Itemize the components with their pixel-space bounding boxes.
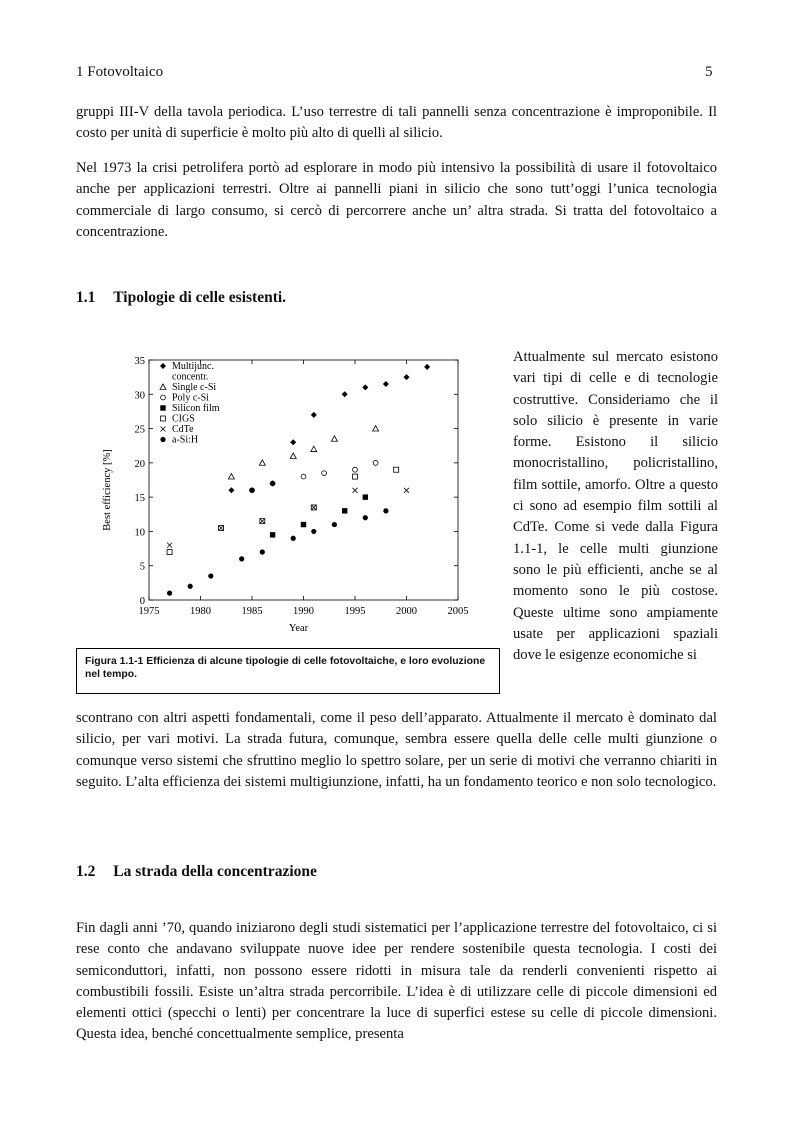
data-point	[311, 529, 316, 534]
legend-label: a-Si:H	[172, 434, 199, 446]
paragraph-4: Fin dagli anni ’70, quando iniziarono degli studi sistematici per l’applicazione terrestre del fotovoltaico, ci si rese conto che andavano sviluppate nuove idee per rendere sostenibile questa tecnologia. I costi dei semiconduttori, infatti, non possono essere ridotti in misura tale da renderli convenienti rispetto ai combustibili fossili. Esiste un’altra strada percorribile. L’idea è di utilizzare celle di piccole dimensioni ed elementi ottici (specchi o lenti) per concentrare la luce di superfici estese su celle di piccole dimensioni. Questa idea, benché concettualmente semplice, presenta	[76, 920, 717, 1043]
legend-marker	[161, 416, 166, 421]
y-axis-label: Best efficiency [%]	[102, 449, 113, 531]
data-point	[208, 573, 213, 578]
section-title: La strada della concentrazione	[113, 863, 317, 880]
section-heading-1-2	[76, 863, 317, 881]
y-tick-label: 30	[134, 390, 145, 402]
data-point	[301, 474, 306, 479]
data-point	[373, 426, 379, 431]
y-tick-label: 20	[134, 458, 145, 470]
data-point	[404, 488, 409, 493]
legend-label: Multijunc.	[172, 361, 214, 372]
data-point	[188, 584, 193, 589]
paragraph-3-continued: scontrano con altri aspetti fondamentali, come il peso dell’apparato. Attualmente il mercato è dominato dal silicio, per vari motivi. La strada futura, comunque, sembra essere quella delle celle multi giunzione o comunque verso sistemi che sfruttino meglio lo spettro solare, per un serie di motivi che verranno chiariti in seguito. L’alta efficienza dei sistemi multigiunzione, infatti, ha un fondamento teorico e non solo tecnologico.	[76, 710, 717, 790]
x-tick-label: 1975	[138, 606, 160, 617]
legend-marker	[160, 437, 165, 442]
section-title: Tipologie di celle esistenti.	[113, 289, 287, 306]
data-point	[362, 384, 368, 390]
section-number: 1.2	[76, 863, 96, 880]
section-number: 1.1	[76, 289, 96, 306]
data-point	[342, 391, 348, 397]
data-point	[342, 508, 347, 513]
data-point	[383, 508, 388, 513]
data-point	[353, 474, 358, 479]
data-point	[290, 453, 296, 458]
data-point	[167, 550, 172, 555]
x-axis-label: Year	[288, 623, 309, 634]
legend-label: CdTe	[172, 424, 194, 435]
x-tick-label: 1995	[344, 606, 366, 617]
data-point	[311, 505, 316, 510]
data-point	[219, 526, 224, 531]
data-point	[353, 488, 358, 493]
legend-marker	[160, 363, 166, 369]
running-header-chapter: 1 Fotovoltaico	[76, 64, 164, 80]
page-number: 5	[705, 64, 713, 80]
legend-label: Poly c-Si	[172, 392, 209, 404]
data-point	[363, 494, 368, 499]
data-point	[322, 471, 327, 476]
efficiency-chart	[76, 342, 500, 640]
data-point	[291, 536, 296, 541]
data-point	[260, 549, 265, 554]
data-point	[331, 436, 337, 441]
y-tick-label: 35	[134, 356, 145, 367]
data-point	[311, 446, 317, 451]
data-point	[394, 467, 399, 472]
y-tick-label: 15	[134, 493, 145, 505]
data-point	[383, 381, 389, 387]
x-tick-label: 1990	[293, 606, 314, 617]
paragraph-1: gruppi III-V della tavola periodica. L’uso terrestre di tali pannelli senza concentrazione è improponibile. Il costo per unità di superficie è molto più alto di quelli al silicio.	[76, 104, 717, 142]
data-point	[311, 412, 317, 418]
x-tick-label: 2000	[396, 606, 417, 617]
figure-1-1	[76, 342, 500, 640]
y-tick-label: 25	[134, 424, 145, 436]
section-heading-1-1	[76, 289, 286, 307]
data-point	[228, 487, 234, 493]
data-point	[260, 519, 265, 524]
data-point	[239, 556, 244, 561]
legend-marker	[160, 405, 165, 410]
y-tick-label: 5	[139, 561, 145, 573]
paragraph-3-side: Attualmente sul mercato esistono vari tipi di celle e di tecnologie costruttive. Consideriamo che il solo silicio è presente in varie forme. Esistono il silicio monocristallino, policristallino, film sottile, amorfo. Oltre a questo ci sono ad esempio film sottili al CdTe. Come si vede dalla Figura 1.1-1, le celle multi giunzione sono le più efficienti, anche se al momento sono le più costose. Queste ultime sono ampiamente usate per applicazioni spaziali dove le esigenze economiche si	[513, 349, 718, 664]
x-tick-label: 1985	[241, 606, 263, 617]
data-point	[373, 460, 378, 465]
data-point	[332, 522, 337, 527]
data-point	[301, 522, 306, 527]
data-point	[363, 515, 368, 520]
data-point	[228, 474, 234, 479]
legend-label: concentr.	[172, 371, 209, 383]
figure-caption: Figura 1.1-1 Efficienza di alcune tipologie di celle fotovoltaiche, e loro evoluzione nel tempo.	[76, 648, 500, 694]
legend-marker	[161, 427, 166, 432]
legend-marker	[161, 395, 166, 400]
data-point	[290, 439, 296, 445]
x-tick-label: 1980	[190, 606, 211, 617]
y-tick-label: 10	[134, 527, 145, 539]
x-tick-label: 2005	[447, 606, 469, 617]
data-point	[259, 460, 265, 465]
legend-label: Silicon film	[172, 403, 220, 414]
legend-marker	[160, 384, 166, 389]
data-point	[424, 364, 430, 370]
legend-label: Single c-Si	[172, 382, 217, 393]
legend-label: CIGS	[172, 413, 195, 425]
data-point	[167, 591, 172, 596]
data-point	[270, 532, 275, 537]
paragraph-2: Nel 1973 la crisi petrolifera portò ad esplorare in modo più intensivo la possibilità di usare il fotovoltaico anche per applicazioni terrestri. Oltre ai pannelli piani in silicio che sono tutt’oggi l’unica tecnologia commerciale di largo consumo, si cercò di percorrere anche un’ altra strada. Si tratta del fotovoltaico a concentrazione.	[76, 160, 717, 240]
data-point	[167, 543, 172, 548]
data-point	[404, 374, 410, 380]
data-point	[353, 467, 358, 472]
y-tick-label: 0	[139, 596, 145, 607]
